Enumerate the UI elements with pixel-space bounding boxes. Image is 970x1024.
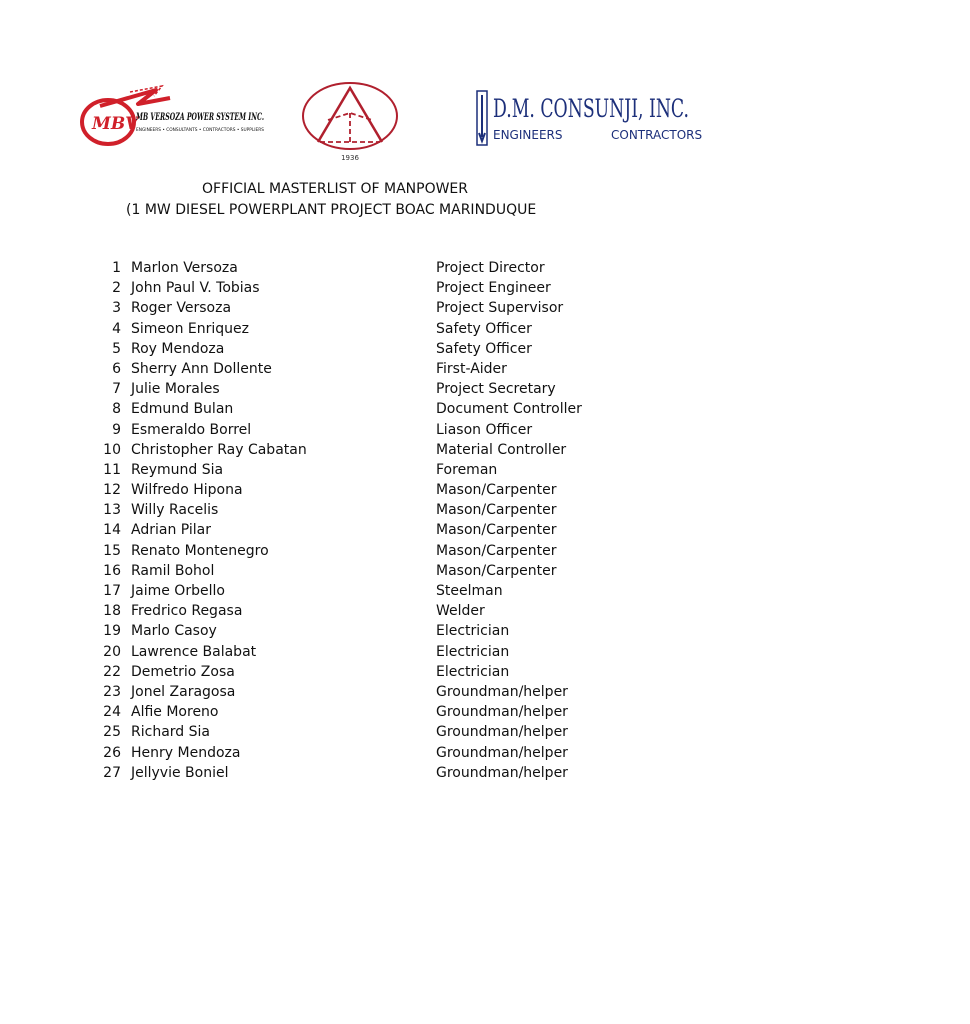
row-number: 24	[103, 704, 121, 721]
employee-position: Project Secretary	[436, 381, 556, 398]
employee-name: John Paul V. Tobias	[131, 280, 260, 297]
list-item	[90, 258, 710, 278]
list-item	[90, 621, 710, 641]
list-item	[90, 682, 710, 702]
employee-name: Wilfredo Hipona	[131, 482, 243, 499]
row-number: 16	[103, 562, 121, 579]
row-number: 3	[112, 300, 121, 317]
row-number: 17	[103, 583, 121, 599]
mbv-company-name: MB VERSOZA POWER SYSTEM INC.	[135, 111, 264, 123]
row-number: 10	[103, 441, 121, 458]
employee-name: Roy Mendoza	[131, 340, 225, 357]
mb-versoza-logo	[78, 84, 268, 154]
employee-position: Mason/Carpenter	[436, 482, 557, 499]
employee-name: Sherry Ann Dollente	[131, 360, 272, 377]
seal-year: 1936	[341, 154, 359, 162]
employee-name: Alfie Moreno	[131, 704, 219, 721]
employee-position: Project Director	[436, 260, 545, 276]
employee-name: Esmeraldo Borrel	[131, 421, 252, 438]
employee-position: Foreman	[436, 461, 498, 478]
row-number: 1	[112, 260, 121, 276]
list-item	[90, 722, 710, 742]
row-number: 12	[103, 482, 121, 499]
row-number: 2	[112, 280, 121, 297]
employee-position: Project Engineer	[436, 280, 551, 297]
list-item	[90, 379, 710, 399]
employee-name: Henry Mendoza	[131, 744, 241, 761]
row-number: 14	[103, 522, 121, 539]
employee-name: Lawrence Balabat	[131, 643, 257, 660]
employee-name: Demetrio Zosa	[131, 663, 235, 680]
list-item	[90, 319, 710, 339]
list-item	[90, 420, 710, 440]
mbv-mark: MBV	[92, 114, 139, 134]
employee-name: Julie Morales	[131, 381, 220, 398]
employee-name: Jonel Zaragosa	[131, 683, 236, 700]
list-item	[90, 601, 710, 621]
employee-position: Mason/Carpenter	[436, 522, 557, 539]
list-item	[90, 763, 710, 783]
list-item	[90, 702, 710, 722]
employee-position: Groundman/helper	[436, 744, 568, 761]
employee-name: Adrian Pilar	[131, 522, 212, 539]
row-number: 15	[103, 542, 121, 559]
employee-position: Electrician	[436, 623, 510, 640]
employee-name: Jaime Orbello	[131, 583, 225, 599]
employee-position: Groundman/helper	[436, 704, 568, 721]
employee-position: Liason Officer	[436, 421, 533, 438]
employee-position: Welder	[436, 603, 485, 620]
list-item	[90, 359, 710, 379]
document-title: OFFICIAL MASTERLIST OF MANPOWER	[202, 181, 468, 197]
row-number: 19	[103, 623, 121, 640]
employee-position: Mason/Carpenter	[436, 502, 557, 519]
row-number: 4	[112, 320, 121, 337]
row-number: 5	[112, 340, 121, 357]
employee-name: Jellyvie Boniel	[131, 764, 229, 781]
row-number: 6	[112, 360, 121, 377]
list-item	[90, 743, 710, 763]
employee-position: Electrician	[436, 663, 510, 680]
employee-position: Safety Officer	[436, 340, 532, 357]
employee-position: Groundman/helper	[436, 764, 568, 781]
list-item	[90, 520, 710, 540]
list-item	[90, 399, 710, 419]
row-number: 26	[103, 744, 121, 761]
row-number: 23	[103, 683, 121, 700]
dmci-company-name: D.M. CONSUNJI, INC.	[493, 94, 689, 123]
list-item	[90, 339, 710, 359]
employee-position: Groundman/helper	[436, 724, 568, 741]
list-item	[90, 662, 710, 682]
row-number: 9	[112, 421, 121, 438]
employee-position: Material Controller	[436, 441, 567, 458]
dm-consunji-logo	[473, 87, 703, 149]
list-item	[90, 500, 710, 520]
employee-name: Marlon Versoza	[131, 260, 238, 276]
employee-position: Mason/Carpenter	[436, 542, 557, 559]
row-number: 13	[103, 502, 121, 519]
employee-position: Document Controller	[436, 401, 582, 418]
list-item	[90, 561, 710, 581]
row-number: 22	[103, 663, 121, 680]
list-item	[90, 278, 710, 298]
list-item	[90, 541, 710, 561]
employee-position: Safety Officer	[436, 320, 532, 337]
list-item	[90, 460, 710, 480]
logo-bar	[0, 0, 768, 175]
row-number: 11	[103, 461, 121, 478]
list-item	[90, 298, 710, 318]
list-item	[90, 480, 710, 500]
row-number: 20	[103, 643, 121, 660]
employee-position: Steelman	[436, 583, 503, 599]
list-item	[90, 642, 710, 662]
employee-name: Reymund Sia	[131, 461, 224, 478]
dmci-contractors: CONTRACTORS	[611, 128, 703, 142]
employee-name: Edmund Bulan	[131, 401, 234, 418]
row-number: 7	[112, 381, 121, 398]
project-title: (1 MW DIESEL POWERPLANT PROJECT BOAC MARINDUQUE	[126, 202, 537, 218]
employee-name: Ramil Bohol	[131, 562, 215, 579]
list-item	[90, 440, 710, 460]
dmci-engineers: ENGINEERS	[493, 128, 563, 142]
list-item	[90, 581, 710, 601]
employee-position: Electrician	[436, 643, 510, 660]
seal-logo	[300, 80, 400, 162]
employee-position: First-Aider	[436, 360, 507, 377]
mbv-tagline: ENGINEERS • CONSULTANTS • CONTRACTORS • SUPPLIERS	[136, 127, 265, 132]
employee-name: Richard Sia	[131, 724, 210, 741]
row-number: 27	[103, 764, 121, 781]
row-number: 18	[103, 603, 121, 620]
employee-position: Groundman/helper	[436, 683, 568, 700]
employee-name: Renato Montenegro	[131, 542, 269, 559]
employee-name: Marlo Casoy	[131, 623, 217, 640]
employee-name: Fredrico Regasa	[131, 603, 243, 620]
employee-name: Roger Versoza	[131, 300, 232, 317]
employee-name: Willy Racelis	[131, 502, 219, 519]
employee-name: Christopher Ray Cabatan	[131, 441, 307, 458]
row-number: 8	[112, 401, 121, 418]
employee-position: Project Supervisor	[436, 300, 564, 317]
row-number: 25	[103, 724, 121, 741]
manpower-list	[90, 258, 710, 783]
employee-name: Simeon Enriquez	[131, 320, 250, 337]
employee-position: Mason/Carpenter	[436, 562, 557, 579]
